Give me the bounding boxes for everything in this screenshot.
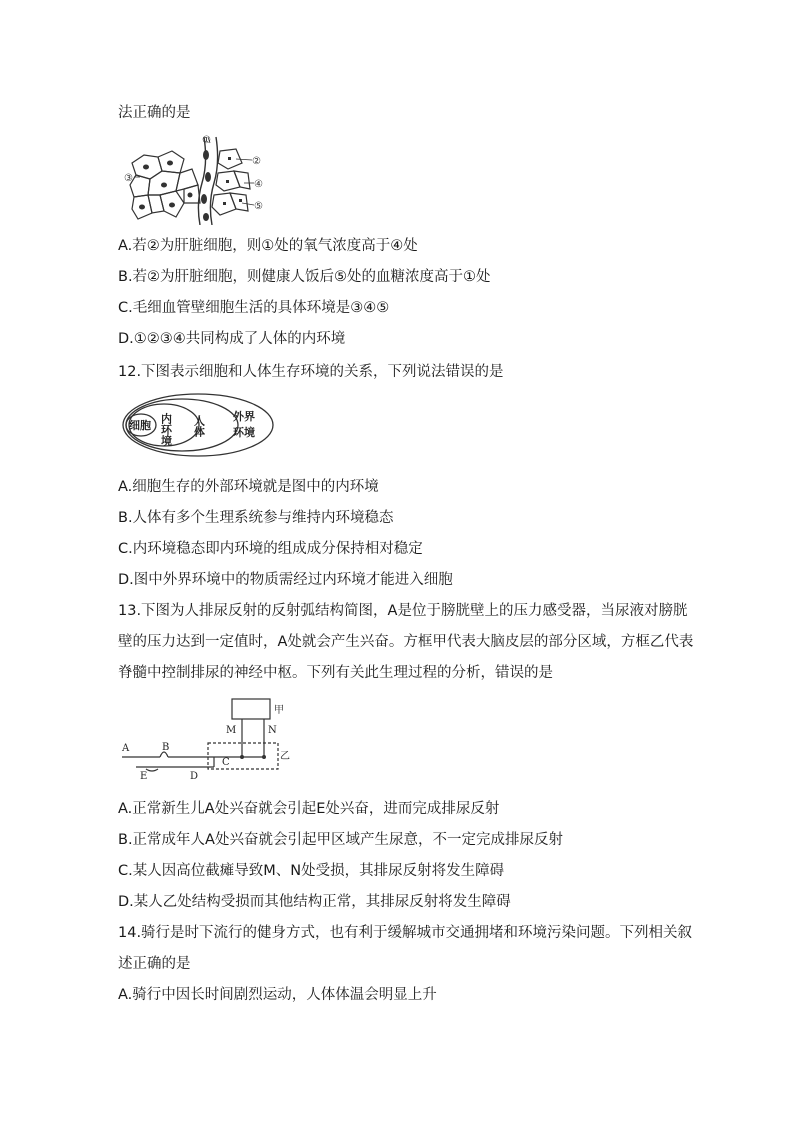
reflex-label-a: A bbox=[122, 743, 130, 754]
q13-option-d: D.某人乙处结构受损而其他结构正常，其排尿反射将发生障碍 bbox=[118, 894, 511, 910]
q11-option-d: D.①②③④共同构成了人体的内环境 bbox=[118, 331, 346, 347]
q13-stem-line-2: 壁的压力达到一定值时，A处就会产生兴奋。方框甲代表大脑皮层的部分区域，方框乙代表 bbox=[118, 634, 694, 650]
q12-stem: 12.下图表示细胞和人体生存环境的关系，下列说法错误的是 bbox=[118, 364, 504, 380]
q11-option-b: B.若②为肝脏细胞，则健康人饭后⑤处的血糖浓度高于①处 bbox=[118, 269, 491, 285]
tissue-label-1: ① bbox=[202, 135, 211, 146]
env-label-outer-2: 环境 bbox=[233, 426, 255, 439]
tissue-label-3: ③ bbox=[124, 173, 133, 184]
q12-option-a: A.细胞生存的外部环境就是图中的内环境 bbox=[118, 479, 379, 495]
reflex-label-yi: 乙 bbox=[280, 751, 290, 762]
tissue-label-5: ⑤ bbox=[254, 201, 263, 212]
q12-option-b: B.人体有多个生理系统参与维持内环境稳态 bbox=[118, 510, 394, 526]
env-label-inner: 内环境 bbox=[159, 413, 173, 446]
reflex-label-jia: 甲 bbox=[274, 705, 284, 716]
q11-stem-tail: 法正确的是 bbox=[118, 105, 191, 121]
tissue-label-2: ② bbox=[252, 156, 261, 167]
reflex-label-d: D bbox=[190, 771, 199, 781]
q13-option-b: B.正常成年人A处兴奋就会引起甲区域产生尿意，不一定完成排尿反射 bbox=[118, 832, 563, 848]
env-label-body: 人体 bbox=[192, 415, 206, 437]
env-label-outer: 外界 bbox=[233, 410, 255, 423]
reflex-label-m: M bbox=[226, 725, 237, 736]
q13-option-a: A.正常新生儿A处兴奋就会引起E处兴奋，进而完成排尿反射 bbox=[118, 801, 500, 817]
reflex-label-e: E bbox=[140, 771, 148, 781]
reflex-label-n: N bbox=[268, 725, 277, 736]
q13-option-c: C.某人因高位截瘫导致M、N处受损，其排尿反射将发生障碍 bbox=[118, 863, 505, 879]
tissue-label-4: ④ bbox=[254, 179, 263, 190]
reflex-label-b: B bbox=[162, 742, 170, 753]
q13-stem-line-1: 13.下图为人排尿反射的反射弧结构简图，A是位于膀胱壁上的压力感受器，当尿液对膀胱 bbox=[118, 603, 688, 619]
environment-figure bbox=[120, 391, 276, 459]
reflex-label-c: C bbox=[222, 757, 230, 768]
q14-stem-line-2: 述正确的是 bbox=[118, 956, 191, 972]
q12-option-c: C.内环境稳态即内环境的组成成分保持相对稳定 bbox=[118, 541, 423, 557]
q11-option-a: A.若②为肝脏细胞，则①处的氧气浓度高于④处 bbox=[118, 238, 418, 254]
q11-option-c: C.毛细血管壁细胞生活的具体环境是③④⑤ bbox=[118, 300, 390, 316]
q12-option-d: D.图中外界环境中的物质需经过内环境才能进入细胞 bbox=[118, 572, 453, 588]
q13-stem-line-3: 脊髓中控制排尿的神经中枢。下列有关此生理过程的分析，错误的是 bbox=[118, 665, 553, 681]
env-label-cell: 细胞 bbox=[129, 419, 151, 432]
q14-option-a: A.骑行中因长时间剧烈运动，人体体温会明显上升 bbox=[118, 987, 437, 1003]
q14-stem-line-1: 14.骑行是时下流行的健身方式，也有利于缓解城市交通拥堵和环境污染问题。下列相关叙 bbox=[118, 925, 693, 941]
tissue-figure bbox=[124, 133, 274, 225]
reflex-arc-figure bbox=[116, 695, 296, 781]
